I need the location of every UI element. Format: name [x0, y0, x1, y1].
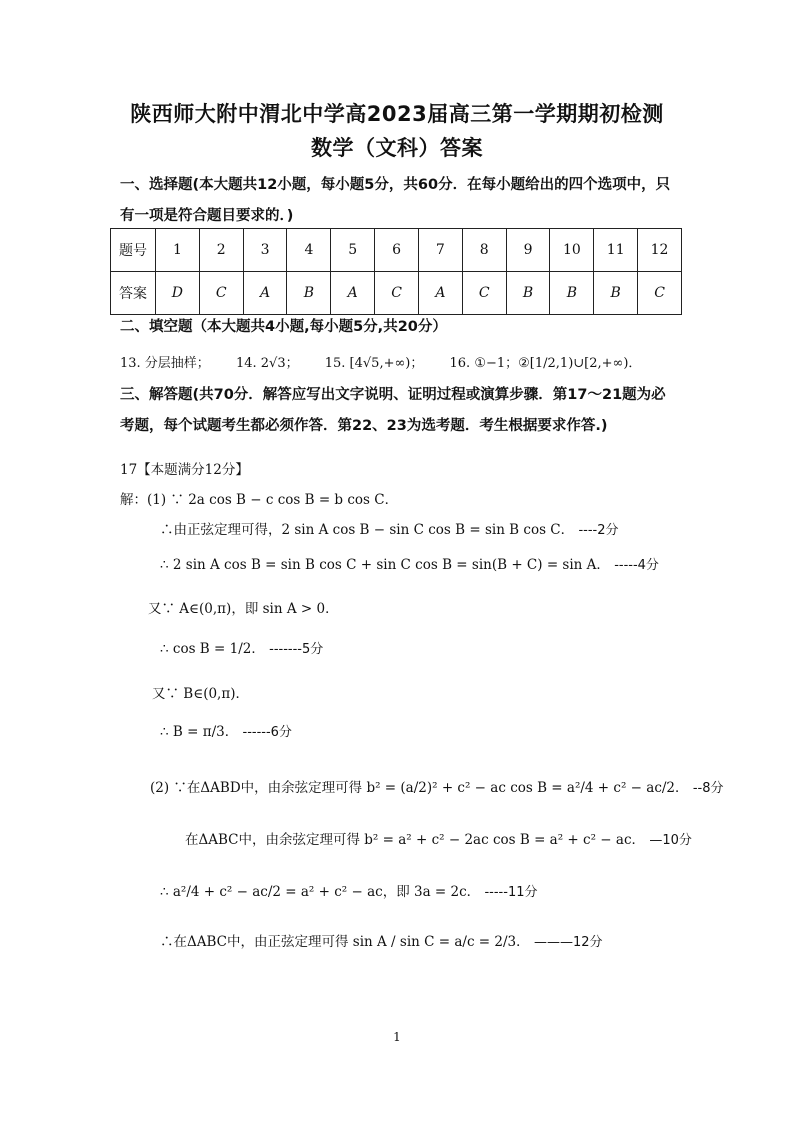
question-number: 2 — [199, 229, 243, 272]
question-number: 1 — [156, 229, 200, 272]
score-mark: -------5分 — [269, 642, 324, 657]
solution-line: 又∵ A∈(0,π)，即 sin A > 0． — [148, 601, 339, 617]
answer-cell: C — [375, 272, 419, 315]
score-mark: ———12分 — [533, 935, 603, 950]
section-fill-heading: 二、填空题（本大题共4小题,每小题5分,共20分） — [120, 319, 447, 335]
page-number: 1 — [393, 1030, 401, 1044]
question-number: 4 — [287, 229, 331, 272]
answer-cell: A — [243, 272, 287, 315]
solution-line: 又∵ B∈(0,π)． — [152, 686, 249, 702]
section-solution-heading: 三、解答题(共70分．解答应写出文字说明、证明过程或演算步骤．第17～21题为必考题，每个试题考生都必须作答．第22、23为选考题．考生根据要求作答.) — [120, 387, 666, 434]
table-row-label: 题号 — [111, 229, 156, 272]
solution-line: 解：(1) ∵ 2a cos B − c cos B = b cos C． — [120, 492, 399, 508]
answer-table — [110, 228, 682, 315]
answer-cell: A — [331, 272, 375, 315]
answer-cell: C — [638, 272, 682, 315]
score-mark: —10分 — [649, 833, 692, 848]
solution-line — [185, 828, 692, 848]
fill-answers — [120, 352, 680, 371]
solution-text: ∴ 2 sin A cos B = sin B cos C + sin C cos B = sin(B + C) = sin A． — [160, 557, 610, 573]
score-mark: --8分 — [692, 781, 724, 796]
solution-text: ∴ cos B = 1/2． — [160, 641, 265, 657]
question-number: 5 — [331, 229, 375, 272]
fill-answer-13: 13. 分层抽样； — [120, 356, 210, 371]
document-subtitle: 数学（文科）答案 — [311, 136, 483, 160]
table-row-numbers — [111, 229, 682, 272]
problem-header: 17【本题满分12分】 — [120, 462, 249, 478]
solution-text: ∴ a²/4 + c² − ac/2 = a² + c² − ac，即 3a = 2c． — [160, 884, 481, 900]
fill-answer-15: 15. [4√5,+∞)； — [324, 356, 424, 371]
fill-answer-14: 14. 2√3； — [235, 356, 299, 371]
answer-cell: D — [156, 272, 200, 315]
solution-line — [160, 930, 602, 950]
section-choice-heading: 一、选择题(本大题共12小题，每小题5分，共60分．在每小题给出的四个选项中，只有一项是符合题目要求的．) — [120, 177, 671, 224]
solution-line — [160, 880, 537, 900]
score-mark: -----11分 — [484, 885, 538, 900]
solution-line — [160, 553, 659, 573]
table-row-answers — [111, 272, 682, 315]
solution-text: ∴ B = π/3． — [160, 724, 239, 740]
score-mark: ------6分 — [242, 725, 292, 740]
solution-text: 在ΔABC中，由余弦定理可得 b² = a² + c² − 2ac cos B = a² + c² − ac． — [185, 832, 646, 848]
table-row-label: 答案 — [111, 272, 156, 315]
answer-cell: B — [287, 272, 331, 315]
question-number: 10 — [550, 229, 594, 272]
answer-cell: B — [550, 272, 594, 315]
solution-text: (2) ∵在ΔABD中，由余弦定理可得 b² = (a/2)² + c² − ac cos B = a²/4 + c² − ac/2． — [150, 780, 689, 796]
answer-cell: B — [506, 272, 550, 315]
answer-cell: C — [199, 272, 243, 315]
solution-line — [160, 518, 618, 538]
document-title: 陕西师大附中渭北中学高2023届高三第一学期期初检测 — [130, 102, 664, 126]
solution-line — [160, 720, 292, 740]
score-mark: ----2分 — [578, 523, 619, 538]
question-number: 12 — [638, 229, 682, 272]
solution-text: ∴在ΔABC中，由正弦定理可得 sin A / sin C = a/c = 2/3． — [160, 934, 530, 950]
solution-line — [160, 637, 323, 657]
answer-cell: A — [418, 272, 462, 315]
question-number: 9 — [506, 229, 550, 272]
question-number: 3 — [243, 229, 287, 272]
question-number: 7 — [418, 229, 462, 272]
fill-answer-16: 16. ①−1；②[1/2,1)∪[2,+∞)． — [449, 356, 642, 371]
solution-line — [150, 776, 723, 796]
answer-cell: C — [462, 272, 506, 315]
score-mark: -----4分 — [614, 558, 659, 573]
answer-cell: B — [594, 272, 638, 315]
question-number: 8 — [462, 229, 506, 272]
question-number: 6 — [375, 229, 419, 272]
question-number: 11 — [594, 229, 638, 272]
solution-text: ∴由正弦定理可得，2 sin A cos B − sin C cos B = sin B cos C． — [160, 522, 575, 538]
